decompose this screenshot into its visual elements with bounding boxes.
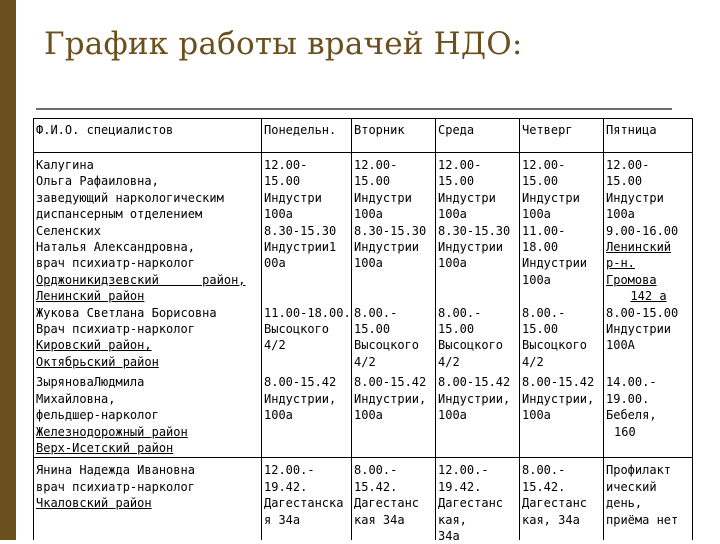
district-line: Верх-Исетский район [36,440,174,455]
schedule-table [33,118,693,544]
specialist-cell [33,153,261,371]
specialist-cell: Янина Надежда Ивановна врач психиатр-нарколог Чкаловский район [33,458,261,544]
district-line: Ленинский район [36,289,145,304]
table-row [33,153,693,371]
day-cell-thursday: 8.00.- 15.42. Дагестанс кая, 34а [519,458,603,544]
day-cell-monday: 8.00-15.42 Индустрии, 100а [264,375,337,423]
specialist-line: врач психиатр-нарколог [36,256,195,271]
column-divider [435,118,436,540]
header-tuesday: Вторник [351,118,435,153]
header-specialist: Ф.И.О. специалистов [33,118,261,153]
district-line: Железнодорожный район [36,424,188,439]
specialist-line: Наталья Александровна, [36,240,195,255]
district-line: Кировский район, [36,338,152,353]
day-cell-friday: 12.00- 15.00 Индустри 100а 9.00-16.00 Ленинский р-н. Громова 142 а 8.00-15.00 Индустрии 100А [606,158,679,353]
table-border-left [33,118,34,540]
specialist-line: Селенских [36,223,102,238]
day-cell-wednesday: 12.00- 15.00 Индустри 100а 8.30-15.30 Индустрии 100а 8.00.- 15.00 Высоцкого 4/2 [438,158,511,369]
specialist-line: Жукова Светлана Борисовна [36,305,217,320]
specialist-line: Ольга Рафаиловна, [36,174,159,189]
column-divider [519,118,520,540]
day-cell-thursday: 12.00- 15.00 Индустри 100а 11.00- 18.00 Индустрии 100а 8.00.- 15.00 Высоцкого 4/2 [522,158,588,369]
header-friday: Пятница [603,118,693,153]
specialist-line: Калугина [36,158,94,172]
specialist-selenskih [36,223,259,305]
header-wednesday: Среда [435,118,519,153]
column-divider [351,118,352,540]
column-divider [261,118,262,540]
day-cell-tuesday: 8.00.- 15.42. Дагестанс кая 34а [351,458,435,544]
day-cell-monday: 12.00.- 19.42. Дагестанска я 34а [261,458,351,544]
specialist-zhukova [36,305,259,371]
district-line: Октябрьский район [36,354,159,369]
specialist-kalugina [36,157,259,223]
district-line: Чкаловский район [36,496,152,511]
title-underline [36,108,672,110]
day-cell-tuesday: 8.00-15.42 Индустрии, 100а [354,375,427,423]
table-row [33,458,693,544]
table-row [33,370,693,458]
slide-sidebar-bar [0,0,16,540]
column-divider [603,118,604,540]
day-cell-wednesday: 8.00-15.42 Индустрии, 100а [438,375,511,423]
day-cell-friday: Профилакт ический день, приёма нет [603,458,693,544]
header-thursday: Четверг [519,118,603,153]
specialist-line: заведующий наркологическим [36,190,224,205]
specialist-line: Врач психиатр-нарколог [36,322,195,337]
day-cell-wednesday: 12.00.- 19.42. Дагестанс кая, 34а [435,458,519,544]
header-monday: Понедельн. [261,118,351,153]
table-header-row [33,118,693,153]
day-cell-monday: 12.00- 15.00 Индустри 100а 8.30-15.30 Индустрии1 00а 11.00-18.00. Высоцкого 4/2 [264,158,351,353]
specialist-line: диспансерным отделением [36,207,203,222]
slide-title: График работы врачей НДО: [44,26,523,62]
table-border-top [33,118,693,119]
day-cell-friday: 14.00.- 19.00. Бебеля, 160 [606,375,657,439]
day-cell-thursday: 8.00-15.42 Индустрии, 100а [522,375,595,423]
specialist-cell: ЗыряноваЛюдмила Михайловна, фельдшер-нарколог Железнодорожный район Верх-Исетский район [33,370,261,458]
table-border-right [692,118,693,540]
district-line: Орджоникидзевский район, [36,272,246,287]
day-cell-tuesday: 12.00- 15.00 Индустри 100а 8.30-15.30 Индустрии 100а 8.00.- 15.00 Высоцкого 4/2 [354,158,427,369]
